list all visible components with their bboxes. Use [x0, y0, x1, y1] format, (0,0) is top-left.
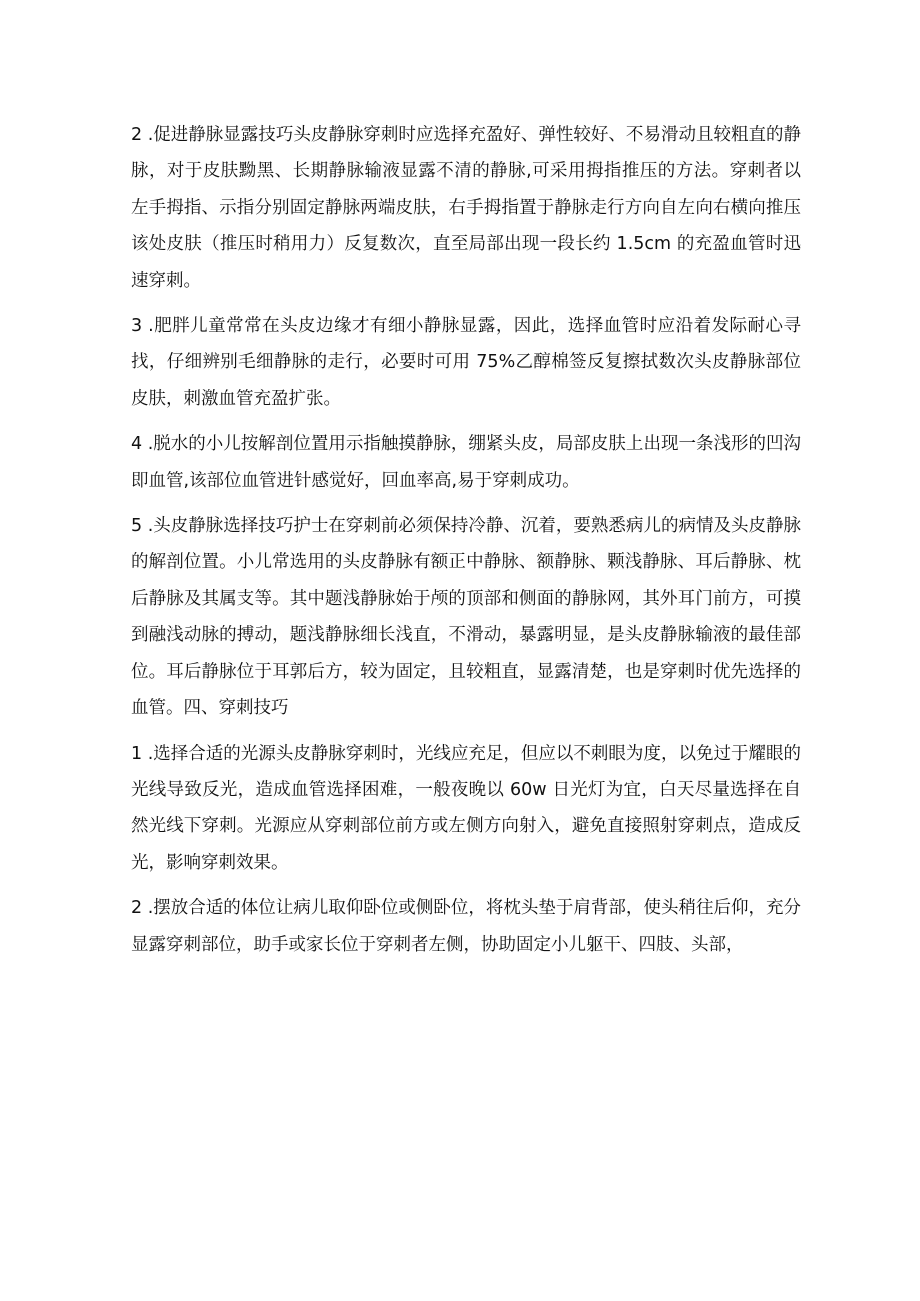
paragraph-obese-children: 3 .肥胖儿童常常在头皮边缘才有细小静脉显露，因此，选择血管时应沿着发际耐心寻找，仔细辨别毛细静脉的走行，必要时可用 75%乙醇棉签反复擦拭数次头皮静脉部位皮肤，刺激血管充盈扩张。	[131, 316, 801, 409]
paragraph-dehydrated-children: 4 .脱水的小儿按解剖位置用示指触摸静脉，绷紧头皮，局部皮肤上出现一条浅形的凹沟即血管,该部位血管进针感觉好，回血率高,易于穿刺成功。	[131, 434, 801, 491]
document-body	[131, 117, 801, 972]
paragraph-scalp-vein-selection: 5 .头皮静脉选择技巧护士在穿刺前必须保持冷静、沉着，要熟悉病儿的病情及头皮静脉的解剖位置。小儿常选用的头皮静脉有额正中静脉、额静脉、颗浅静脉、耳后静脉、枕后静脉及其属支等。其中题浅静脉始于颅的顶部和侧面的静脉网，其外耳门前方，可摸到融浅动脉的搏动，题浅静脉细长浅直，不滑动，暴露明显，是头皮静脉输液的最佳部位。耳后静脉位于耳郭后方，较为固定，且较粗直，显露清楚，也是穿刺时优先选择的血管。四、穿刺技巧	[131, 516, 801, 719]
paragraph-promote-vein-exposure: 2 .促进静脉显露技巧头皮静脉穿刺时应选择充盈好、弹性较好、不易滑动且较粗直的静脉，对于皮肤黝黑、长期静脉输液显露不清的静脉,可采用拇指推压的方法。穿刺者以左手拇指、示指分别固定静脉两端皮肤，右手拇指置于静脉走行方向自左向右横向推压该处皮肤（推压时稍用力）反复数次，直至局部出现一段长约 1.5cm 的充盈血管时迅速穿刺。	[131, 125, 801, 291]
paragraph-body-position: 2 .摆放合适的体位让病儿取仰卧位或侧卧位，将枕头垫于肩背部，使头稍往后仰，充分显露穿刺部位，助手或家长位于穿刺者左侧，协助固定小儿躯干、四肢、头部，	[131, 898, 801, 955]
paragraph-light-source: 1 .选择合适的光源头皮静脉穿刺时，光线应充足，但应以不刺眼为度，以免过于耀眼的光线导致反光，造成血管选择困难，一般夜晚以 60w 日光灯为宜，白天尽量选择在自然光线下穿刺。光源应从穿刺部位前方或左侧方向射入，避免直接照射穿刺点，造成反光，影响穿刺效果。	[131, 743, 801, 873]
